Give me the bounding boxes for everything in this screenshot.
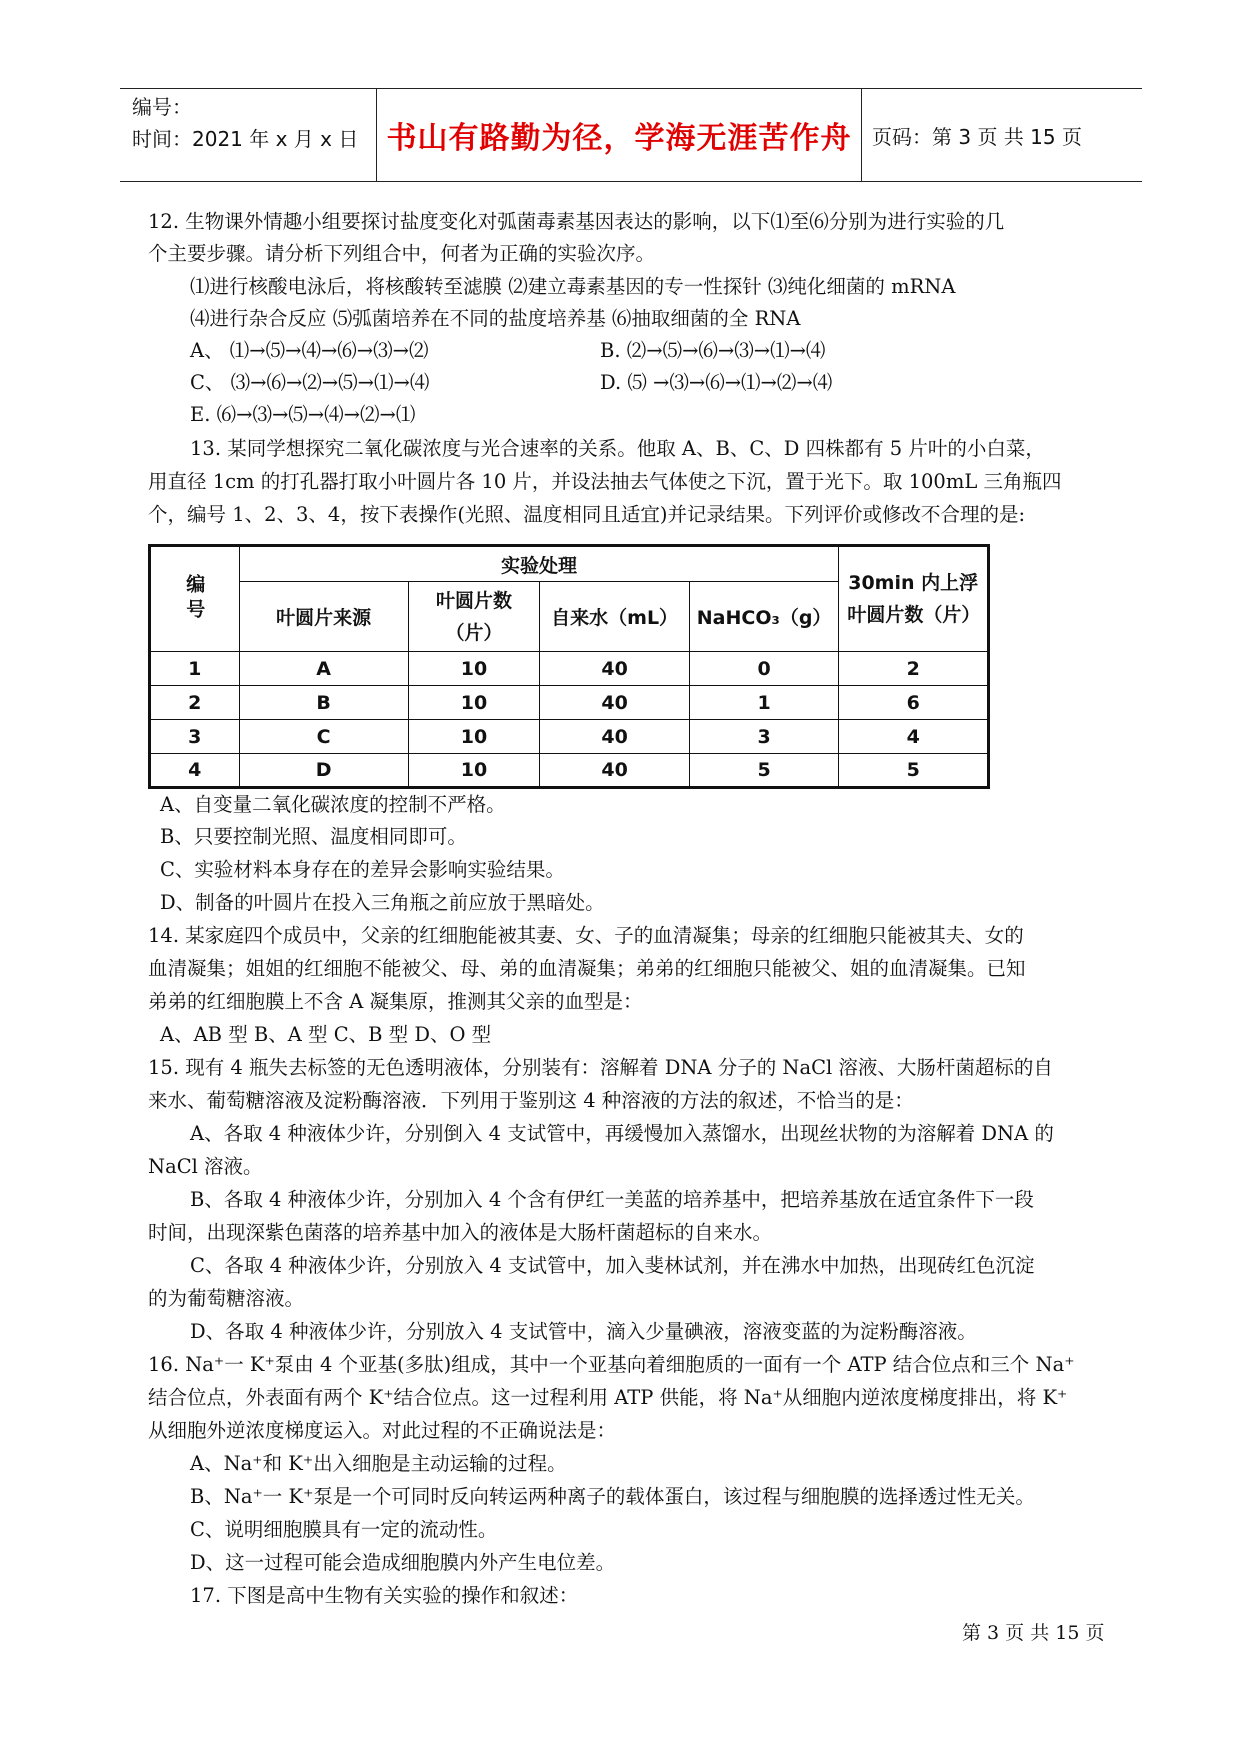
cell-result: 2	[839, 652, 989, 686]
header-number: 编号：	[132, 95, 192, 119]
cell-nahco3: 1	[689, 686, 839, 720]
cell-no: 2	[150, 686, 240, 720]
cell-nahco3: 0	[689, 652, 839, 686]
cell-result: 6	[839, 686, 989, 720]
q13-line3: 个，编号 1、2、3、4，按下表操作(光照、温度相同且适宜)并记录结果。下列评价或修改不合理的是:	[148, 503, 1026, 526]
table-header-number: 编号	[150, 546, 240, 652]
table-header-count: 叶圆片数（片）	[408, 582, 540, 652]
cell-source: A	[239, 652, 408, 686]
table-row	[150, 720, 989, 754]
q16-line1: 16. Na⁺一 K⁺泵由 4 个亚基(多肽)组成，其中一个亚基向着细胞质的一面有一个 ATP 结合位点和三个 Na⁺	[148, 1353, 1075, 1376]
q15-option-b2: 时间，出现深紫色菌落的培养基中加入的液体是大肠杆菌超标的自来水。	[148, 1221, 773, 1244]
q13-line1: 13. 某同学想探究二氧化碳浓度与光合速率的关系。他取 A、B、C、D 四株都有 5 片叶的小白菜，	[190, 437, 1045, 460]
cell-water: 40	[540, 720, 689, 754]
table-header-water: 自来水（mL）	[540, 582, 689, 652]
q16-option-b: B、Na⁺一 K⁺泵是一个可同时反向转运两种离子的载体蛋白，该过程与细胞膜的选择透过性无关。	[190, 1485, 1035, 1508]
cell-nahco3: 5	[689, 754, 839, 788]
header-page: 页码：第 3 页 共 15 页	[872, 124, 1082, 149]
q17-line1: 17. 下图是高中生物有关实验的操作和叙述：	[190, 1584, 579, 1607]
q12-option-d: D. ⑸ →⑶→⑹→⑴→⑵→⑷	[600, 371, 833, 394]
q13-option-b: B、只要控制光照、温度相同即可。	[160, 825, 467, 848]
cell-source: C	[239, 720, 408, 754]
cell-result: 4	[839, 720, 989, 754]
q16-line3: 从细胞外逆浓度梯度运入。对此过程的不正确说法是：	[148, 1419, 617, 1442]
cell-count: 10	[408, 652, 540, 686]
q14-line3: 弟弟的红细胞膜上不含 A 凝集原，推测其父亲的血型是：	[148, 990, 643, 1013]
q15-option-c2: 的为葡萄糖溶液。	[148, 1287, 305, 1310]
cell-no: 4	[150, 754, 240, 788]
cell-nahco3: 3	[689, 720, 839, 754]
cell-no: 1	[150, 652, 240, 686]
cell-source: D	[239, 754, 408, 788]
q15-option-a1: A、各取 4 种液体少许，分别倒入 4 支试管中，再缓慢加入蒸馏水，出现丝状物的为溶解着 DNA 的	[190, 1122, 1054, 1145]
q12-option-c: C、 ⑶→⑹→⑵→⑸→⑴→⑷	[190, 371, 430, 394]
q16-option-c: C、说明细胞膜具有一定的流动性。	[190, 1518, 498, 1541]
table-row	[150, 686, 989, 720]
cell-count: 10	[408, 686, 540, 720]
cell-water: 40	[540, 754, 689, 788]
q12-line2: 个主要步骤。请分析下列组合中，何者为正确的实验次序。	[148, 242, 656, 265]
q13-line2: 用直径 1cm 的打孔器打取小叶圆片各 10 片，并设法抽去气体使之下沉，置于光下。取 100mL 三角瓶四	[148, 470, 1062, 493]
header-time: 时间：2021 年 x 月 x 日	[132, 127, 359, 151]
table-header-nahco3: NaHCO₃（g）	[689, 582, 839, 652]
table-row	[150, 754, 989, 788]
table-header-treatment: 实验处理	[239, 546, 839, 582]
q16-line2: 结合位点，外表面有两个 K⁺结合位点。这一过程利用 ATP 供能，将 Na⁺从细胞内逆浓度梯度排出，将 K⁺	[148, 1386, 1068, 1409]
q14-options: A、AB 型 B、A 型 C、B 型 D、O 型	[160, 1023, 492, 1046]
q15-line2: 来水、葡萄糖溶液及淀粉酶溶液．下列用于鉴别这 4 种溶液的方法的叙述，不恰当的是：	[148, 1089, 914, 1112]
table-header-source: 叶圆片来源	[239, 582, 408, 652]
cell-result: 5	[839, 754, 989, 788]
page-footer: 第 3 页 共 15 页	[962, 1622, 1105, 1644]
cell-count: 10	[408, 720, 540, 754]
q15-option-d: D、各取 4 种液体少许，分别放入 4 支试管中，滴入少量碘液，溶液变蓝的为淀粉酶溶液。	[190, 1320, 977, 1343]
q16-option-d: D、这一过程可能会造成细胞膜内外产生电位差。	[190, 1551, 616, 1574]
q15-option-b1: B、各取 4 种液体少许，分别加入 4 个含有伊红一美蓝的培养基中，把培养基放在适宜条件下一段	[190, 1188, 1034, 1211]
q13-option-a: A、自变量二氧化碳浓度的控制不严格。	[160, 793, 506, 816]
table-row	[150, 652, 989, 686]
cell-count: 10	[408, 754, 540, 788]
q13-option-c: C、实验材料本身存在的差异会影响实验结果。	[160, 858, 565, 881]
cell-source: B	[239, 686, 408, 720]
q14-line2: 血清凝集；姐姐的红细胞不能被父、母、弟的血清凝集；弟弟的红细胞只能被父、姐的血清凝集。已知	[148, 957, 1026, 980]
q12-steps-row1: ⑴进行核酸电泳后，将核酸转至滤膜 ⑵建立毒素基因的专一性探针 ⑶纯化细菌的 mRNA	[190, 275, 956, 298]
q12-option-e: E. ⑹→⑶→⑸→⑷→⑵→⑴	[190, 403, 416, 426]
q13-option-d: D、制备的叶圆片在投入三角瓶之前应放于黑暗处。	[160, 891, 605, 914]
cell-water: 40	[540, 652, 689, 686]
q12-line1: 12. 生物课外情趣小组要探讨盐度变化对弧菌毒素基因表达的影响，以下⑴至⑹分别为进行实验的几	[148, 210, 1005, 233]
cell-water: 40	[540, 686, 689, 720]
q15-option-a2: NaCl 溶液。	[148, 1155, 263, 1178]
experiment-table	[148, 544, 990, 789]
q12-steps-row2: ⑷进行杂合反应 ⑸弧菌培养在不同的盐度培养基 ⑹抽取细菌的全 RNA	[190, 307, 801, 330]
header-motto: 书山有路勤为径，学海无涯苦作舟	[377, 89, 862, 181]
q12-option-a: A、 ⑴→⑸→⑷→⑹→⑶→⑵	[190, 339, 429, 362]
table-header-result: 30min 内上浮叶圆片数（片）	[839, 546, 989, 652]
cell-no: 3	[150, 720, 240, 754]
page-header	[120, 88, 1142, 182]
header-meta	[120, 89, 377, 181]
q14-line1: 14. 某家庭四个成员中，父亲的红细胞能被其妻、女、子的血清凝集；母亲的红细胞只能被其夫、女的	[148, 924, 1024, 947]
q15-line1: 15. 现有 4 瓶失去标签的无色透明液体，分别装有：溶解着 DNA 分子的 NaCl 溶液、大肠杆菌超标的自	[148, 1056, 1053, 1079]
q15-option-c1: C、各取 4 种液体少许，分别放入 4 支试管中，加入斐林试剂，并在沸水中加热，出现砖红色沉淀	[190, 1254, 1035, 1277]
q12-option-b: B. ⑵→⑸→⑹→⑶→⑴→⑷	[600, 339, 826, 362]
q16-option-a: A、Na⁺和 K⁺出入细胞是主动运输的过程。	[190, 1452, 567, 1475]
